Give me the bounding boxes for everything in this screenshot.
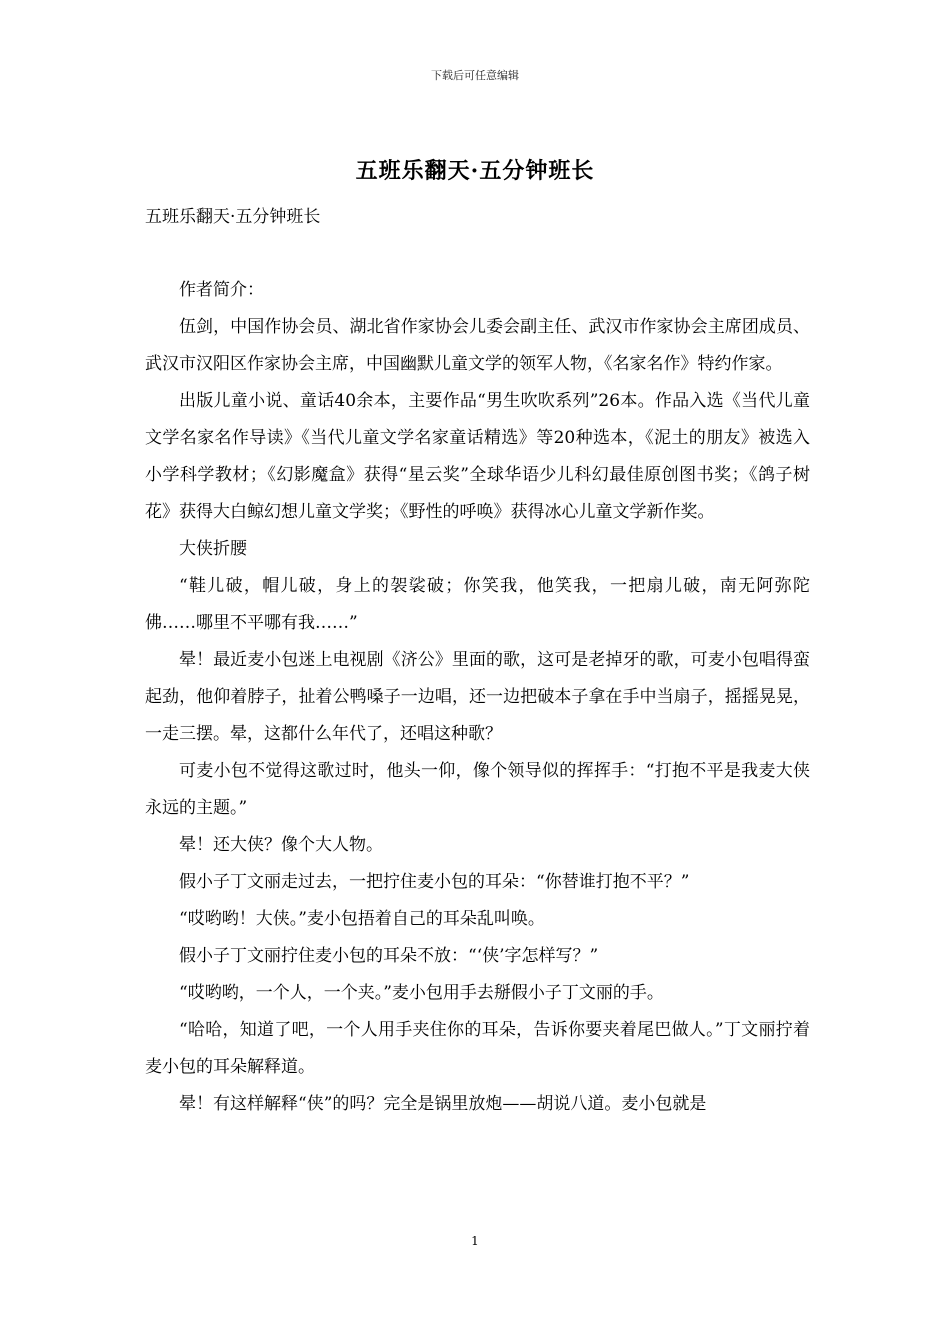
page-header: 下载后可任意编辑 (431, 69, 519, 82)
page-number: 1 (471, 1234, 479, 1248)
document-body (145, 272, 810, 1123)
paragraph: 可麦小包不觉得这歌过时，他头一仰，像个领导似的挥挥手：“打抱不平是我麦大侠永远的主题。” (145, 761, 810, 818)
paragraph: 假小子丁文丽走过去，一把拧住麦小包的耳朵：“你替谁打抱不平？” (179, 872, 690, 892)
paragraph: 作者简介： (179, 280, 264, 300)
paragraph: 假小子丁文丽拧住麦小包的耳朵不放：“‘侠’字怎样写？” (179, 946, 599, 966)
document-subtitle: 五班乐翻天·五分钟班长 (145, 207, 321, 227)
paragraph: 晕！有这样解释“侠”的吗？完全是锅里放炮——胡说八道。麦小包就是 (179, 1094, 707, 1114)
document-title: 五班乐翻天·五分钟班长 (355, 158, 595, 184)
paragraph: “鞋儿破，帽儿破，身上的袈裟破；你笑我，他笑我，一把扇儿破，南无阿弥陀佛……哪里不平哪有我……” (145, 576, 810, 633)
paragraph: 出版儿童小说、童话40余本，主要作品“男生吹吹系列”26本。作品入选《当代儿童文学名家名作导读》《当代儿童文学名家童话精选》等20种选本，《泥土的朋友》被选入小学科学教材；《幻影魔盒》获得“星云奖”全球华语少儿科幻最佳原创图书奖；《鸽子树花》获得大白鲸幻想儿童文学奖；《野性的呼唤》获得冰心儿童文学新作奖。 (145, 391, 810, 522)
paragraph: 伍剑，中国作协会员、湖北省作家协会儿委会副主任、武汉市作家协会主席团成员、武汉市汉阳区作家协会主席，中国幽默儿童文学的领军人物，《名家名作》特约作家。 (145, 317, 810, 374)
paragraph: “哈哈，知道了吧，一个人用手夹住你的耳朵，告诉你要夹着尾巴做人。”丁文丽拧着麦小包的耳朵解释道。 (145, 1020, 810, 1077)
paragraph: 大侠折腰 (179, 539, 247, 559)
paragraph: “哎哟哟，一个人，一个夹。”麦小包用手去掰假小子丁文丽的手。 (179, 983, 664, 1003)
paragraph: 晕！最近麦小包迷上电视剧《济公》里面的歌，这可是老掉牙的歌，可麦小包唱得蛮起劲，他仰着脖子，扯着公鸭嗓子一边唱，还一边把破本子拿在手中当扇子，摇摇晃晃，一走三摆。晕，这都什么年代了，还唱这种歌？ (145, 650, 810, 744)
paragraph: 晕！还大侠？像个大人物。 (179, 835, 383, 855)
paragraph: “哎哟哟！大侠。”麦小包捂着自己的耳朵乱叫唤。 (179, 909, 545, 929)
